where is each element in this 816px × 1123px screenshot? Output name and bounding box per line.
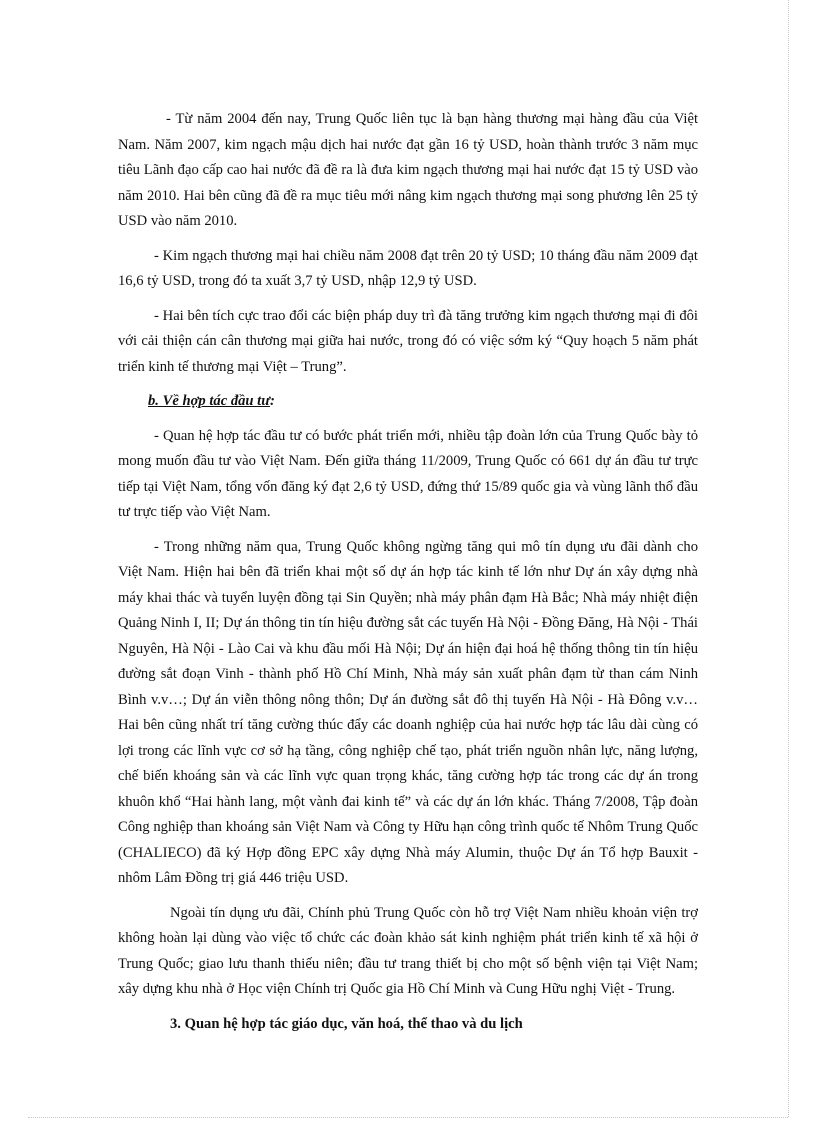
- document-body: [118, 107, 698, 1046]
- heading-investment-colon: :: [269, 393, 275, 409]
- paragraph-trade-balance: - Hai bên tích cực trao đổi các biện pháp duy trì đà tăng trưởng kim ngạch thương mại đi đôi với cải thiện cán cân thương mại giữa hai nước, trong đó có việc sớm ký “Quy hoạch 5 năm phát triển kinh tế thương mại Việt – Trung”.: [118, 307, 698, 375]
- heading-section-3: 3. Quan hệ hợp tác giáo dục, văn hoá, thể thao và du lịch: [170, 1015, 523, 1032]
- heading-investment: [118, 389, 698, 415]
- paragraph-trade-partner: - Từ năm 2004 đến nay, Trung Quốc liên tục là bạn hàng thương mại hàng đầu của Việt Nam. Năm 2007, kim ngạch mậu dịch hai nước đạt gần 16 tỷ USD, hoàn thành trước 3 năm mục tiêu Lãnh đạo cấp cao hai nước đã đề ra là đưa kim ngạch thương mại hai nước đạt 15 tỷ USD vào năm 2010. Hai bên cũng đã đề ra mục tiêu mới nâng kim ngạch thương mại song phương lên 25 tỷ USD vào năm 2010.: [118, 111, 698, 229]
- paragraph-non-refundable-aid: Ngoài tín dụng ưu đãi, Chính phủ Trung Quốc còn hỗ trợ Việt Nam nhiều khoản viện trợ không hoàn lại dùng vào việc tổ chức các đoàn khảo sát kinh nghiệm phát triển kinh tế xã hội ở Trung Quốc; giao lưu thanh thiếu niên; đầu tư trang thiết bị cho một số bệnh viện tại Việt Nam; xây dựng khu nhà ở Học viện Chính trị Quốc gia Hồ Chí Minh và Cung Hữu nghị Việt - Trung.: [118, 904, 698, 997]
- paragraph-investment-projects: - Quan hệ hợp tác đầu tư có bước phát triển mới, nhiều tập đoàn lớn của Trung Quốc bày tỏ mong muốn đầu tư vào Việt Nam. Đến giữa tháng 11/2009, Trung Quốc có 661 dự án đầu tư trực tiếp tại Việt Nam, tổng vốn đăng ký đạt 2,6 tỷ USD, đứng thứ 15/89 quốc gia và vùng lãnh thổ đầu tư trực tiếp vào Việt Nam.: [118, 427, 698, 520]
- heading-investment-text: b. Về hợp tác đầu tư: [148, 393, 270, 409]
- page-bottom-border: [28, 1117, 788, 1118]
- paragraph-trade-volume: - Kim ngạch thương mại hai chiều năm 2008 đạt trên 20 tỷ USD; 10 tháng đầu năm 2009 đạt 16,6 tỷ USD, trong đó ta xuất 3,7 tỷ USD, nhập 12,9 tỷ USD.: [118, 247, 698, 289]
- paragraph-preferential-credit: - Trong những năm qua, Trung Quốc không ngừng tăng qui mô tín dụng ưu đãi dành cho Việt Nam. Hiện hai bên đã triển khai một số dự án hợp tác kinh tế lớn như Dự án xây dựng nhà máy khai thác và tuyển luyện đồng tại Sin Quyền; nhà máy phân đạm Hà Bắc; Nhà máy nhiệt điện Quảng Ninh I, II; Dự án thông tin tín hiệu đường sắt các tuyến Hà Nội - Đồng Đăng, Hà Nội - Thái Nguyên, Hà Nội - Lào Cai và khu đầu mối Hà Nội; Dự án hiện đại hoá hệ thống thông tin tín hiệu đường sắt đoạn Vinh - thành phố Hồ Chí Minh, Nhà máy sản xuất phân đạm từ than cám Ninh Bình v.v…; Dự án viễn thông nông thôn; Dự án đường sắt đô thị tuyến Hà Nội - Hà Đông v.v… Hai bên cũng nhất trí tăng cường thúc đẩy các doanh nghiệp của hai nước hợp tác lâu dài cùng có lợi trong các lĩnh vực cơ sở hạ tầng, công nghiệp chế tạo, phát triển nguồn nhân lực, năng lượng, chế biến khoáng sản và các lĩnh vực quan trọng khác, tăng cường hợp tác trong các dự án trong khuôn khổ “Hai hành lang, một vành đai kinh tế” và các dự án lớn khác. Tháng 7/2008, Tập đoàn Công nghiệp than khoáng sản Việt Nam và Công ty Hữu hạn công trình quốc tế Nhôm Trung Quốc (CHALIECO) đã ký Hợp đồng EPC xây dựng Nhà máy Alumin, thuộc Dự án Tổ hợp Bauxit - nhôm Lâm Đồng trị giá 446 triệu USD.: [118, 538, 698, 886]
- page-right-border: [788, 0, 789, 1117]
